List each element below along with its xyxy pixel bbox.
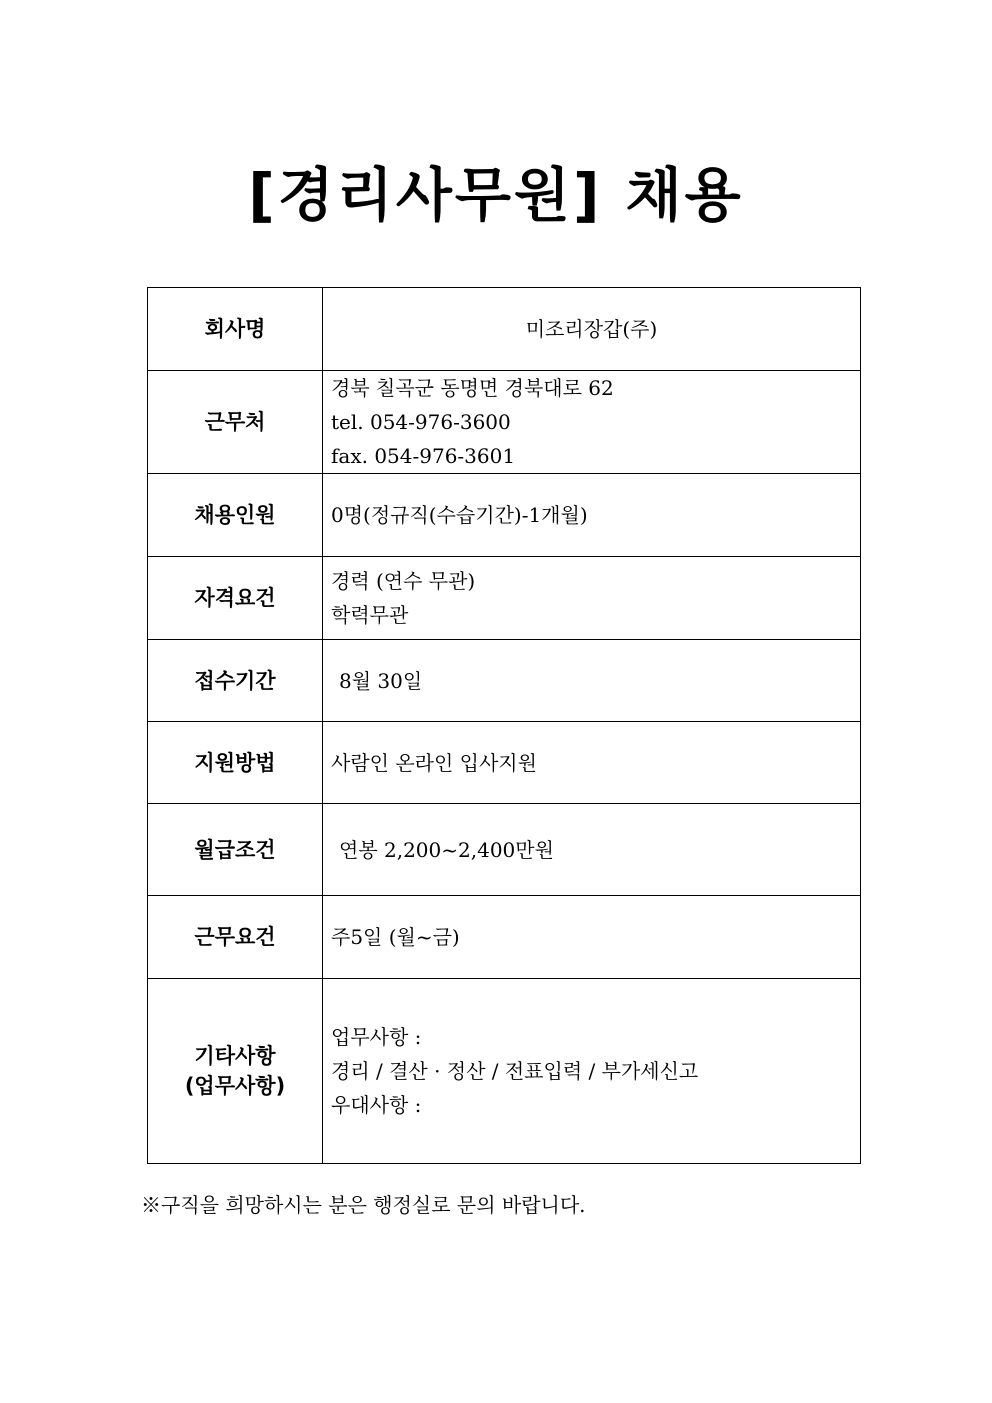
table-row <box>148 722 861 804</box>
table-row <box>148 640 861 722</box>
value-headcount <box>323 474 861 557</box>
value-application-period <box>323 640 861 722</box>
duties-list: 경리 / 결산 · 정산 / 전표입력 / 부가세신고 <box>331 1059 699 1083</box>
workplace-tel: tel. 054-976-3600 <box>331 410 511 434</box>
value-workplace <box>323 371 861 474</box>
label-application-period: 접수기간 <box>148 640 323 722</box>
contact-footnote: ※구직을 희망하시는 분은 행정실로 문의 바랍니다. <box>141 1193 586 1217</box>
label-headcount: 채용인원 <box>148 474 323 557</box>
table-row <box>148 804 861 896</box>
table-row <box>148 557 861 640</box>
other-details-label: 기타사항 <box>194 1044 276 1068</box>
salary-text: 연봉 2,200~2,400만원 <box>339 837 554 862</box>
workplace-fax: fax. 054-976-3601 <box>331 444 516 468</box>
qualification-experience: 경력 (연수 무관) <box>331 569 476 593</box>
application-period-text: 8월 30일 <box>339 668 423 693</box>
label-other-details <box>148 979 323 1164</box>
qualification-education: 학력무관 <box>331 603 409 627</box>
label-salary: 월급조건 <box>148 804 323 896</box>
label-company-name: 회사명 <box>148 288 323 371</box>
page-title: [경리사무원] 채용 <box>248 161 744 229</box>
workplace-address: 경북 칠곡군 동명면 경북대로 62 <box>331 376 614 400</box>
value-other-details <box>323 979 861 1164</box>
label-workplace: 근무처 <box>148 371 323 474</box>
value-company-name <box>323 288 861 371</box>
value-work-conditions <box>323 896 861 979</box>
value-application-method <box>323 722 861 804</box>
table-row <box>148 979 861 1164</box>
table-row <box>148 288 861 371</box>
table-row <box>148 896 861 979</box>
recruitment-info-table <box>147 287 861 1164</box>
job-duties-label: (업무사항) <box>184 1074 286 1098</box>
label-work-conditions: 근무요건 <box>148 896 323 979</box>
preferences-heading: 우대사항 : <box>331 1093 422 1117</box>
table-row <box>148 371 861 474</box>
table-row <box>148 474 861 557</box>
value-salary <box>323 804 861 896</box>
label-application-method: 지원방법 <box>148 722 323 804</box>
duties-heading: 업무사항 : <box>331 1025 422 1049</box>
company-name-text: 미조리장갑(주) <box>525 317 658 341</box>
application-method-text: 사람인 온라인 입사지원 <box>331 750 537 775</box>
work-conditions-text: 주5일 (월~금) <box>331 925 460 949</box>
label-qualifications: 자격요건 <box>148 557 323 640</box>
value-qualifications <box>323 557 861 640</box>
headcount-text: 0명(정규직(수습기간)-1개월) <box>331 503 588 527</box>
